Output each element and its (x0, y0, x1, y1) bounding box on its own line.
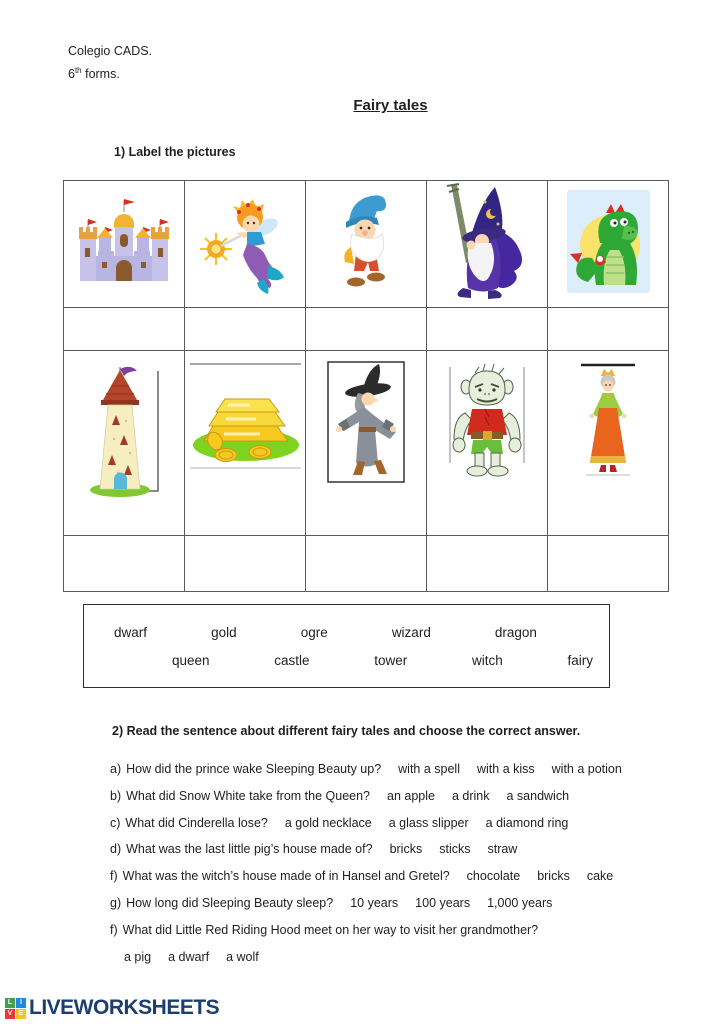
picture-cell (548, 181, 669, 308)
question-text: What was the witch’s house made of in Hansel and Gretel? (122, 869, 450, 884)
picture-cell (306, 181, 427, 308)
question-d (110, 836, 622, 863)
dwarf-image (331, 189, 401, 294)
answer-cell[interactable] (306, 536, 427, 592)
answer-option[interactable]: an apple (387, 788, 435, 803)
answer-option[interactable]: 1,000 years (487, 895, 553, 910)
question-text: What did Snow White take from the Queen? (126, 788, 370, 803)
answer-row-2 (64, 536, 669, 592)
word-bank-item: tower (374, 652, 408, 668)
word-bank-item: castle (274, 652, 310, 668)
question-text: What was the last little pig’s house made of? (126, 842, 373, 857)
question-label: f) (110, 869, 118, 884)
question-label: f) (110, 922, 118, 937)
word-bank-row-1 (84, 625, 609, 640)
witch-image (327, 361, 405, 483)
answer-option[interactable]: bricks (389, 842, 423, 857)
word-bank-item: dwarf (114, 624, 148, 640)
answer-option[interactable]: a pig (124, 949, 152, 964)
answer-option[interactable]: sticks (439, 842, 471, 857)
word-bank-item: gold (211, 624, 237, 640)
answer-option[interactable]: a gold necklace (284, 815, 372, 830)
picture-cell (64, 181, 185, 308)
answer-option[interactable]: a dwarf (168, 949, 210, 964)
section2-heading: 2) Read the sentence about different fairy tales and choose the correct answer. (112, 724, 581, 738)
answer-cell[interactable] (64, 536, 185, 592)
answer-option[interactable]: with a potion (551, 762, 622, 776)
page-title: Fairy tales (353, 97, 428, 114)
answer-cell[interactable] (306, 308, 427, 351)
question-text: How long did Sleeping Beauty sleep? (126, 895, 334, 910)
ordinal-suffix: th (74, 66, 82, 75)
answer-option[interactable]: a glass slipper (388, 815, 469, 830)
fairy-image (198, 187, 293, 297)
question-label: c) (110, 815, 121, 830)
word-bank-item: witch (472, 652, 503, 668)
question-text: What did Cinderella lose? (125, 815, 268, 830)
logo-square: E (16, 1009, 26, 1019)
wizard-image (435, 182, 540, 302)
logo-square: V (5, 1009, 15, 1019)
picture-cell (306, 351, 427, 536)
liveworksheets-logo-icon (5, 998, 26, 1019)
answer-cell[interactable] (185, 536, 306, 592)
answer-option[interactable]: chocolate (466, 869, 521, 884)
picture-row-1 (64, 181, 669, 308)
liveworksheets-wordmark: LIVEWORKSHEETS (29, 996, 220, 1019)
answer-cell[interactable] (427, 536, 548, 592)
dragon-image (566, 189, 651, 294)
answer-option[interactable]: a sandwich (506, 788, 570, 803)
liveworksheets-footer (5, 996, 219, 1020)
answer-option[interactable]: with a spell (398, 762, 460, 776)
queen-image (578, 361, 638, 483)
section1-heading: 1) Label the pictures (114, 145, 236, 159)
question-f2-options (110, 944, 622, 971)
logo-square: I (16, 998, 26, 1008)
question-a (110, 756, 622, 783)
picture-cell (185, 351, 306, 536)
question-label: a) (110, 762, 122, 776)
picture-row-2 (64, 351, 669, 536)
answer-row-1 (64, 308, 669, 351)
castle-image (74, 196, 174, 288)
question-f2 (110, 917, 622, 944)
labeling-table (63, 180, 669, 592)
word-bank-item: ogre (300, 624, 328, 640)
answer-cell[interactable] (185, 308, 306, 351)
school-name: Colegio CADS. (68, 44, 153, 58)
question-g (110, 890, 622, 917)
tower-image (78, 361, 170, 503)
word-bank (83, 604, 610, 688)
question-text: How did the prince wake Sleeping Beauty up? (126, 762, 382, 776)
answer-option[interactable]: 10 years (350, 895, 399, 910)
answer-cell[interactable] (548, 536, 669, 592)
question-label: g) (110, 895, 122, 910)
word-bank-item: fairy (567, 652, 593, 668)
answer-option[interactable]: cake (586, 869, 614, 884)
question-b (110, 783, 622, 810)
question-text: What did Little Red Riding Hood meet on her way to visit her grandmother? (122, 922, 539, 937)
picture-cell (427, 351, 548, 536)
picture-cell (64, 351, 185, 536)
answer-option[interactable]: straw (487, 842, 518, 857)
answer-option[interactable]: a diamond ring (485, 815, 569, 830)
ogre-image (447, 361, 527, 483)
question-c (110, 810, 622, 837)
answer-cell[interactable] (548, 308, 669, 351)
answer-cell[interactable] (427, 308, 548, 351)
form-line: 6th forms. (68, 66, 120, 82)
question-label: d) (110, 842, 122, 857)
word-bank-row-2 (84, 653, 609, 668)
word-bank-item: dragon (494, 624, 537, 640)
answer-option[interactable]: with a kiss (477, 762, 535, 776)
questions-list (110, 756, 622, 970)
answer-option[interactable]: 100 years (415, 895, 471, 910)
answer-option[interactable]: a drink (451, 788, 490, 803)
school-header (68, 42, 152, 84)
word-bank-item: wizard (391, 624, 431, 640)
answer-cell[interactable] (64, 308, 185, 351)
picture-cell (548, 351, 669, 536)
question-label: b) (110, 788, 122, 803)
picture-cell (185, 181, 306, 308)
picture-cell (427, 181, 548, 308)
answer-option[interactable]: a wolf (226, 949, 259, 964)
question-f1 (110, 863, 622, 890)
answer-option[interactable]: bricks (537, 869, 570, 884)
logo-square: L (5, 998, 15, 1008)
word-bank-item: queen (172, 652, 210, 668)
gold-image (188, 361, 303, 471)
